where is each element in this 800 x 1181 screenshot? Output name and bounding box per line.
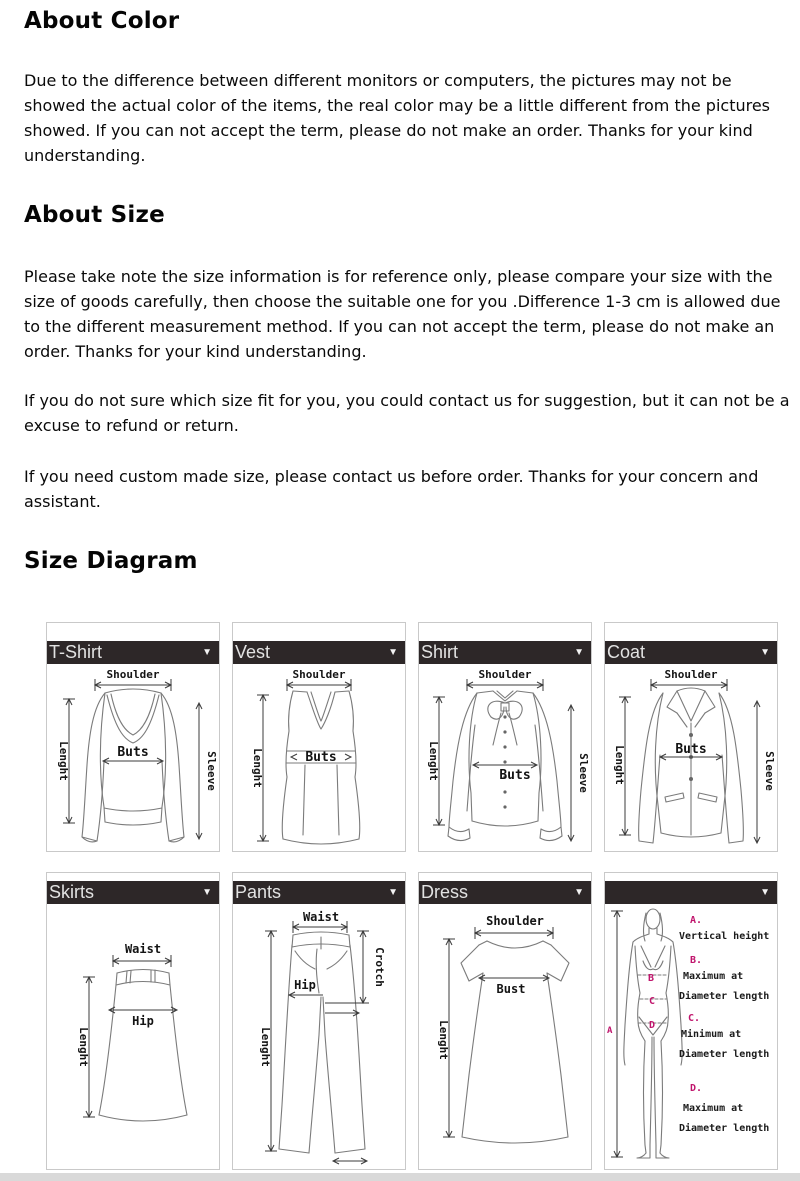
about-color-paragraph: Due to the difference between different monitors or computers, the pictures may not be showed the actual color of the items, the real color may be a little different from the pictures showed. If you can not accept the term, please do not make an order. Thanks for your kind understanding. (24, 71, 771, 165)
tshirt-shoulder-label: Shoulder (106, 668, 160, 681)
dress-length-label: Lenght (437, 1020, 450, 1060)
body-marker-a: A (607, 1026, 613, 1036)
dropdown-arrow-icon: ▼ (760, 647, 770, 658)
coat-measures (613, 668, 776, 843)
skirts-dropdown-header[interactable] (47, 881, 219, 904)
shirt-length-label: Lenght (427, 741, 440, 781)
size-panel-vest (232, 622, 406, 852)
size-panel-coat (604, 622, 778, 852)
about-size-paragraph-2: If you do not sure which size fit for you, you could contact us for suggestion, but it can not be a excuse to refund or return. (24, 391, 790, 435)
dress-measures (437, 914, 553, 1137)
pants-diagram (233, 905, 405, 1169)
legend-key-c: C. (688, 1013, 701, 1024)
skirts-title: Skirts (49, 882, 94, 902)
dress-drawing (461, 941, 569, 1143)
dropdown-arrow-icon: ▼ (760, 887, 770, 898)
body-figure-drawing (624, 909, 682, 1158)
pants-title: Pants (235, 882, 282, 902)
dress-title: Dress (421, 882, 469, 902)
size-panel-dress (418, 872, 592, 1170)
vest-length-label: Lenght (251, 748, 264, 788)
legend-text-b2: Diameter length (679, 991, 770, 1002)
dress-shoulder-label: Shoulder (486, 914, 544, 928)
size-panel-body (604, 872, 778, 1170)
shirt-shoulder-label: Shoulder (478, 668, 532, 681)
shirt-sleeve-label: Sleeve (577, 753, 590, 793)
coat-bust-label: Buts (675, 742, 707, 757)
dropdown-arrow-icon: ▼ (202, 887, 212, 898)
body-legend (679, 915, 769, 1134)
shirt-diagram (419, 665, 591, 851)
next-section-divider (0, 1173, 800, 1181)
legend-key-b: B. (690, 955, 703, 966)
tshirt-dropdown-header[interactable] (47, 641, 219, 664)
tshirt-sleeve-label: Sleeve (205, 751, 218, 791)
skirts-drawing (99, 970, 187, 1122)
coat-dropdown-header[interactable] (605, 641, 777, 664)
body-measures (611, 911, 623, 1157)
coat-shoulder-label: Shoulder (664, 668, 718, 681)
shirt-title: Shirt (421, 642, 459, 662)
legend-text-a: Vertical height (679, 931, 770, 942)
skirts-measures (77, 942, 177, 1117)
size-panel-shirt (418, 622, 592, 852)
vest-shoulder-label: Shoulder (292, 668, 346, 681)
dropdown-arrow-icon: ▼ (574, 647, 584, 658)
pants-dropdown-header[interactable] (233, 881, 405, 904)
shirt-measures (427, 668, 590, 841)
dropdown-arrow-icon: ▼ (388, 887, 398, 898)
size-diagram-heading: Size Diagram (24, 548, 198, 574)
about-size-heading: About Size (24, 202, 165, 228)
skirts-waist-label: Waist (124, 942, 162, 956)
vest-drawing (282, 691, 360, 844)
dress-dropdown-header[interactable] (419, 881, 591, 904)
shirt-drawing (448, 691, 562, 841)
size-panel-skirts (46, 872, 220, 1170)
tshirt-diagram (47, 665, 219, 851)
vest-diagram (233, 665, 405, 851)
coat-drawing (639, 688, 744, 843)
tshirt-title: T-Shirt (49, 642, 103, 662)
legend-key-a: A. (690, 915, 703, 926)
about-size-paragraph-3: If you need custom made size, please contact us before order. Thanks for your concern and assistant. (24, 467, 759, 511)
legend-key-d: D. (690, 1083, 703, 1094)
vest-dropdown-header[interactable] (233, 641, 405, 664)
about-size-paragraph-1: Please take note the size information is for reference only, please compare your size with the size of goods carefully, then choose the suitable one for you .Difference 1-3 cm is allowed due to the different measurement method. If you can not accept the term, please do not make an order. Thanks for your kind understanding. (24, 267, 781, 361)
shirt-bust-label: Buts (499, 768, 531, 783)
tshirt-bust-label: Buts (117, 745, 149, 760)
dropdown-arrow-icon: ▼ (574, 887, 584, 898)
vest-title: Vest (235, 642, 271, 662)
legend-text-c2: Diameter length (679, 1049, 770, 1060)
pants-drawing (279, 932, 365, 1153)
coat-title: Coat (607, 642, 646, 662)
vest-bust-label: Buts (305, 750, 337, 765)
size-panel-pants (232, 872, 406, 1170)
coat-length-label: Lenght (613, 745, 626, 785)
legend-text-d1: Maximum at (683, 1103, 744, 1114)
body-marker-c: C (649, 996, 656, 1007)
skirts-hip-label: Hip (132, 1014, 154, 1028)
skirts-diagram (47, 905, 219, 1169)
dropdown-arrow-icon: ▼ (388, 647, 398, 658)
shirt-dropdown-header[interactable] (419, 641, 591, 664)
skirts-length-label: Lenght (77, 1027, 90, 1067)
size-panel-tshirt (46, 622, 220, 852)
tshirt-drawing (82, 689, 184, 842)
legend-text-b1: Maximum at (683, 971, 744, 982)
pants-hip-label: Hip (294, 978, 316, 992)
vest-measures (251, 668, 351, 841)
body-marker-b: B (648, 973, 655, 984)
about-color-heading: About Color (24, 8, 180, 34)
pants-waist-label: Waist (302, 910, 340, 924)
legend-text-c1: Minimum at (681, 1029, 742, 1040)
dress-bust-label: Bust (496, 982, 526, 996)
tshirt-length-label: Lenght (57, 741, 70, 781)
body-dropdown-header[interactable] (605, 881, 777, 904)
body-diagram (605, 905, 777, 1169)
pants-measures (259, 910, 386, 1164)
pants-crotch-label: Crotch (373, 947, 386, 987)
dress-diagram (419, 905, 591, 1169)
tshirt-measures (57, 668, 218, 839)
coat-diagram (605, 665, 777, 851)
coat-sleeve-label: Sleeve (763, 751, 776, 791)
pants-length-label: Lenght (259, 1027, 272, 1067)
dropdown-arrow-icon: ▼ (202, 647, 212, 658)
legend-text-d2: Diameter length (679, 1123, 770, 1134)
body-marker-d: D (649, 1020, 656, 1031)
